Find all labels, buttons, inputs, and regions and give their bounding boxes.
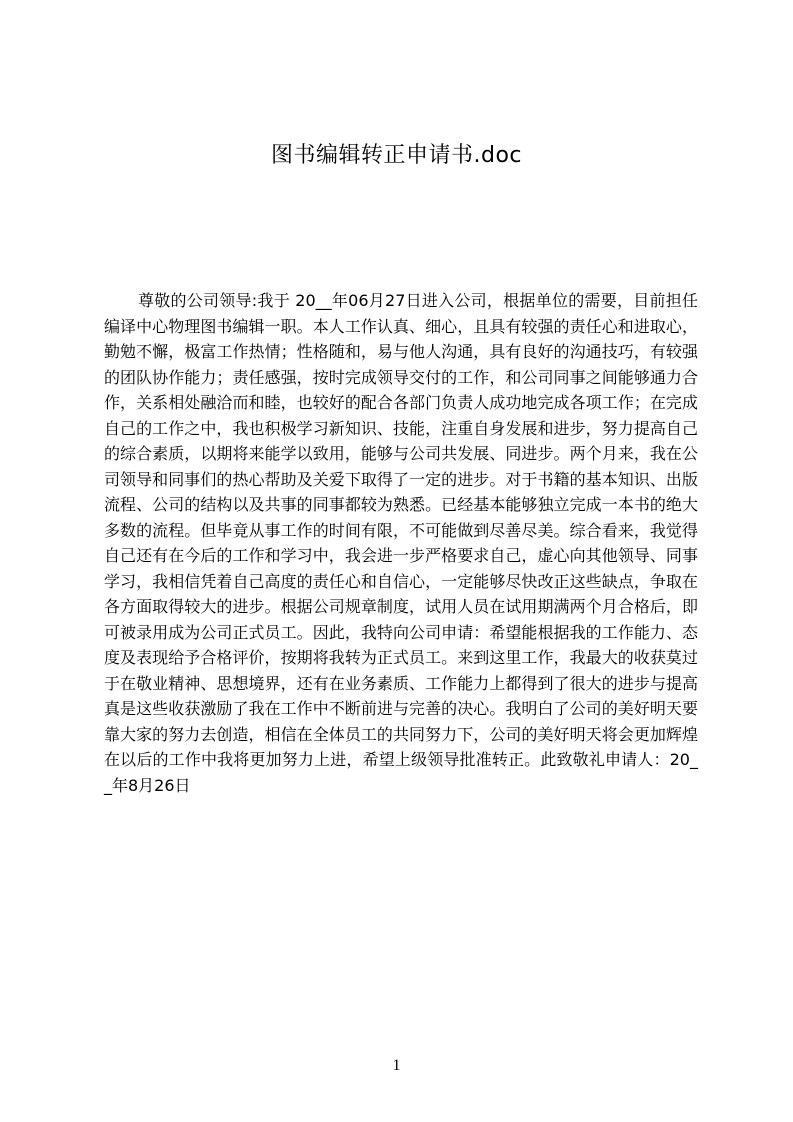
- document-body-paragraph: 尊敬的公司领导:我于 20__年06月27日进入公司，根据单位的需要，目前担任编译中心物理图书编辑一职。本人工作认真、细心，且具有较强的责任心和进取心，勤勉不懈，极富工作热情；性格随和，易与他人沟通，具有良好的沟通技巧，有较强的团队协作能力；责任感强，按时完成领导交付的工作，和公司同事之间能够通力合作，关系相处融洽而和睦，也较好的配合各部门负责人成功地完成各项工作；在完成自己的工作之中，我也积极学习新知识、技能，注重自身发展和进步，努力提高自己的综合素质，以期将来能学以致用，能够与公司共发展、同进步。两个月来，我在公司领导和同事们的热心帮助及关爱下取得了一定的进步。对于书籍的基本知识、出版流程、公司的结构以及共事的同事都较为熟悉。已经基本能够独立完成一本书的绝大多数的流程。但毕竟从事工作的时间有限，不可能做到尽善尽美。综合看来，我觉得自己还有在今后的工作和学习中，我会进一步严格要求自己，虚心向其他领导、同事学习，我相信凭着自己高度的责任心和自信心，一定能够尽快改正这些缺点，争取在各方面取得较大的进步。根据公司规章制度，试用人员在试用期满两个月合格后，即可被录用成为公司正式员工。因此，我特向公司申请：希望能根据我的工作能力、态度及表现给予合格评价，按期将我转为正式员工。来到这里工作，我最大的收获莫过于在敬业精神、思想境界，还有在业务素质、工作能力上都得到了很大的进步与提高真是这些收获激励了我在工作中不断前进与完善的决心。我明白了公司的美好明天要靠大家的努力去创造，相信在全体员工的共同努力下，公司的美好明天将会更加辉煌在以后的工作中我将更加努力上进，希望上级领导批准转正。此致敬礼申请人：20__年8月26日: [104, 291, 698, 795]
- document-title: 图书编辑转正申请书.doc: [270, 143, 522, 168]
- page-number: 1: [392, 1057, 401, 1074]
